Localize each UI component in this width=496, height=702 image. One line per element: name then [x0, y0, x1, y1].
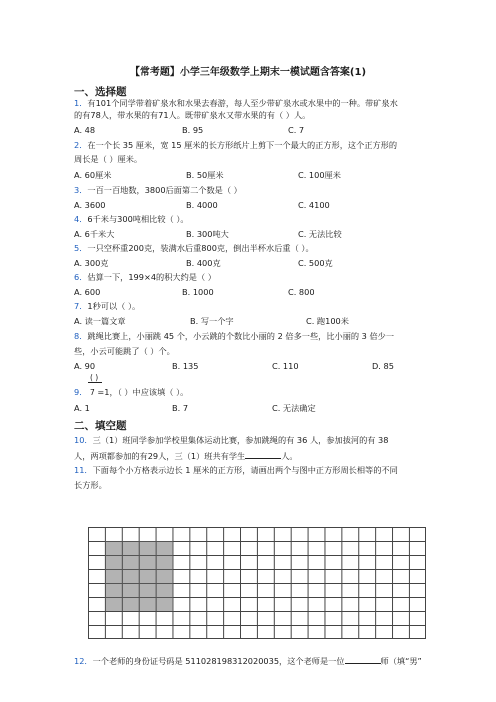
question-1: [74, 98, 398, 109]
question-1-line2: 的有78人，带水果的有71人。既带矿泉水又带水果的有（ ）人。: [74, 110, 311, 120]
question-10-line2: [74, 450, 298, 462]
option-a: A. 60厘米: [74, 170, 112, 180]
option-c: C. 800: [288, 287, 315, 297]
question-text: =1，（ ）中应该填（ ）。: [97, 387, 189, 397]
question-4: [74, 214, 189, 225]
question-10: [74, 435, 388, 446]
option-b: B. 写一个字: [190, 316, 234, 326]
question-text: 6千米与300吨相比较（ ）。: [87, 214, 189, 224]
question-number: 11．: [74, 465, 93, 475]
question-text: 有101个同学带着矿泉水和水果去春游，每人至少带矿泉水或水果中的一种。带矿泉水: [87, 98, 398, 108]
section-choice-heading: 一、选择题: [74, 86, 127, 98]
question-number: 5．: [74, 243, 88, 253]
question-text: 一个老师的身份证号码是 511028198312020035，这个老师是一位: [92, 656, 345, 666]
option-c: C. 无法确定: [272, 403, 316, 413]
question-12: [74, 655, 422, 667]
question-number: 10．: [74, 435, 93, 445]
question-number: 12．: [74, 656, 93, 666]
page-title: 【常考题】小学三年级数学上期末一模试题含答案(1): [129, 67, 367, 78]
option-b: B. 135: [172, 361, 199, 371]
question-text: 一只空杯重200克，装满水后重800克，倒出半杯水后重（ ）。: [87, 243, 314, 253]
question-6: [74, 272, 216, 283]
question-text: 一百一百地数，3800后面第二个数是（ ）: [87, 185, 242, 195]
question-text: 1秒可以（ ）。: [87, 301, 141, 311]
option-b: B. 95: [182, 125, 204, 135]
option-c: C. 110: [272, 361, 299, 371]
question-number: 4．: [74, 214, 88, 224]
option-d: D. 85: [372, 361, 394, 371]
option-c: C. 7: [288, 125, 305, 135]
question-number: 1．: [74, 98, 88, 108]
question-text: 师（填“男”: [380, 656, 422, 666]
question-number: 6．: [74, 272, 88, 282]
question-9: [74, 387, 188, 398]
question-text: 跳绳比赛上，小丽跳 45 个，小云跳的个数比小丽的 2 倍多一些，比小丽的 3 倍少一: [87, 331, 395, 341]
question-3: [74, 185, 242, 196]
question-11-line2: 长方形。: [74, 480, 107, 490]
question-number: 2．: [74, 140, 88, 150]
question-text: 人。: [281, 451, 298, 461]
option-c: C. 跑100米: [306, 316, 349, 326]
question-text: 下面每个小方格表示边长 1 厘米的正方形，请画出两个与图中正方形周长相等的不同: [92, 465, 398, 475]
option-a: A. 600: [74, 287, 101, 297]
option-b: B. 7: [172, 403, 189, 413]
question-number: 9．: [74, 387, 88, 397]
option-a: A. 300克: [74, 258, 109, 268]
option-c: C. 无法比较: [298, 229, 342, 239]
option-b: B. 400克: [186, 258, 221, 268]
option-b: B. 50厘米: [186, 170, 224, 180]
option-b: B. 300吨大: [186, 229, 229, 239]
question-number: 3．: [74, 185, 88, 195]
section-fill-heading: 二、填空题: [74, 420, 127, 432]
option-c: C. 4100: [298, 200, 330, 210]
question-text: 三（1）班同学参加学校里集体运动比赛，参加跳绳的有 36 人，参加拔河的有 38: [92, 435, 389, 445]
fraction-numerator: ( ): [90, 373, 99, 382]
fraction-bar: [88, 382, 102, 383]
question-number: 8．: [74, 331, 88, 341]
option-a: A. 1: [74, 403, 90, 413]
option-a: A. 3600: [74, 200, 106, 210]
option-a: A. 48: [74, 125, 96, 135]
question-text: 在一个长 35 厘米，宽 15 厘米的长方形纸片上剪下一个最大的正方形，这个正方形的: [87, 140, 398, 150]
question-8: [74, 331, 394, 342]
question-text: 估算一下，199×4的积大约是（ ）: [87, 272, 216, 282]
option-c: C. 100厘米: [298, 170, 341, 180]
answer-blank[interactable]: [345, 655, 381, 664]
option-a: A. 读一篇文章: [74, 316, 126, 326]
option-b: B. 4000: [186, 200, 218, 210]
answer-blank[interactable]: [245, 450, 281, 459]
question-5: [74, 243, 314, 254]
question-11: [74, 465, 398, 476]
square-grid[interactable]: [88, 527, 426, 639]
shaded-square-lines: [105, 541, 173, 611]
option-b: B. 1000: [182, 287, 214, 297]
question-2: [74, 140, 397, 151]
option-c: C. 500克: [298, 258, 333, 268]
option-a: A. 6千米大: [74, 229, 115, 239]
question-2-line2: 周长是（ ）厘米。: [74, 154, 143, 164]
question-text: 人，两项都参加的有29人，三（1）班共有学生: [74, 451, 246, 461]
question-8-line2: 些，小云可能跳了（ ）个。: [74, 346, 175, 356]
option-a: A. 90: [74, 361, 96, 371]
fraction-denominator: 7: [90, 388, 95, 397]
question-number: 7．: [74, 301, 88, 311]
question-7: [74, 301, 140, 312]
